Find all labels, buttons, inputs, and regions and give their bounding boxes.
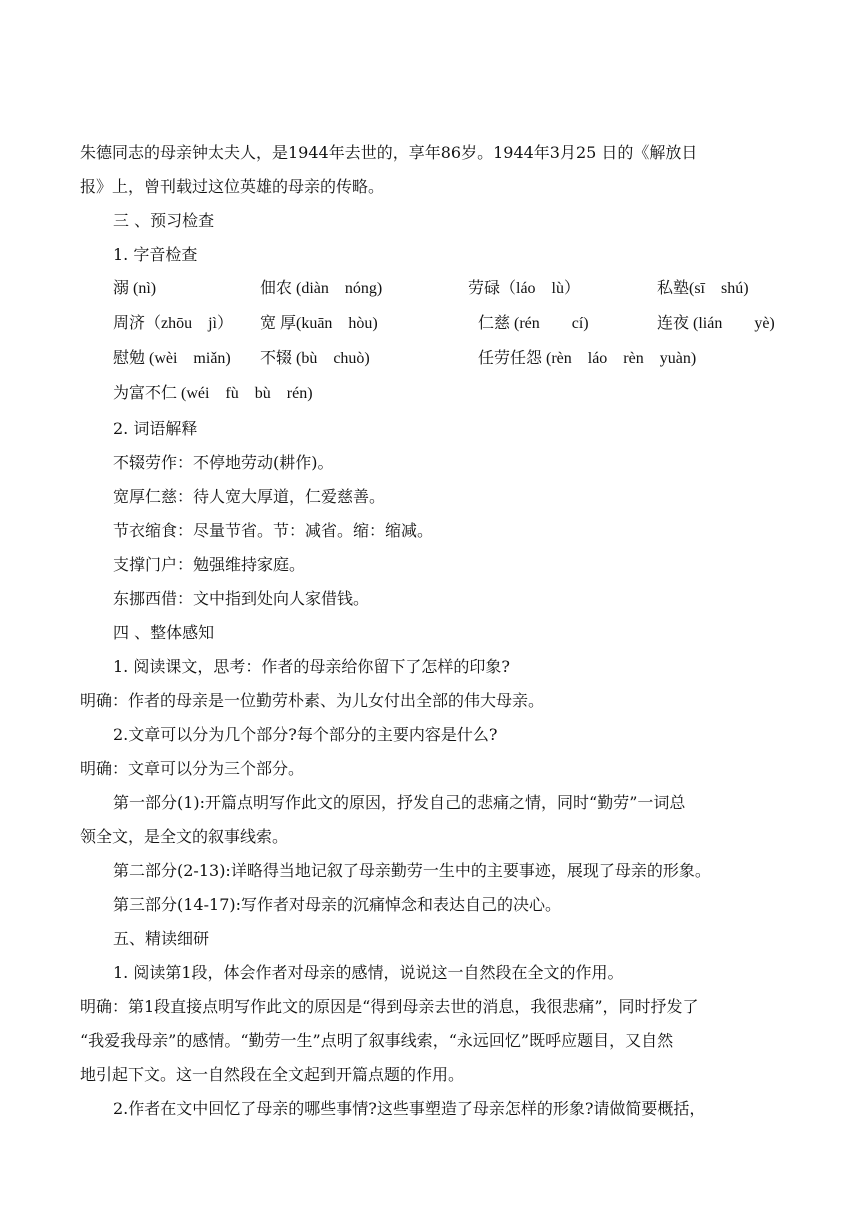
- pinyin-item: 为富不仁 (wéi fù bù rén): [113, 385, 313, 402]
- close-reading-question-2: 2.作者在文中回忆了母亲的哪些事情?这些事塑造了母亲怎样的形象?请做简要概括，: [113, 1099, 706, 1118]
- term-definition: 宽厚仁慈：待人宽大厚道，仁爱慈善。: [113, 487, 386, 506]
- section-heading-close-reading: 五、精读细研: [113, 929, 210, 948]
- pinyin-item: 任劳任怨 (rèn láo rèn yuàn): [478, 350, 697, 367]
- answer-1: 明确：作者的母亲是一位勤劳朴素、为儿女付出全部的伟大母亲。: [80, 691, 545, 710]
- part-1-line-2: 领全文，是全文的叙事线索。: [80, 827, 289, 846]
- term-definition: 节衣缩食：尽量节省。节：减省。缩：缩减。: [113, 521, 434, 540]
- pinyin-item: 仁慈 (rén cí): [478, 315, 589, 332]
- subheading-word-explanation: 2. 词语解释: [113, 419, 198, 438]
- pinyin-item: 慰勉 (wèi miǎn): [113, 350, 231, 367]
- section-heading-overall-perception: 四 、整体感知: [113, 623, 215, 642]
- section-heading-preview-check: 三 、预习检查: [113, 211, 215, 230]
- pinyin-item: 周济（zhōu jì）: [113, 315, 233, 332]
- part-2: 第二部分(2-13):详略得当地记叙了母亲勤劳一生中的主要事迹，展现了母亲的形象。: [113, 861, 711, 880]
- close-reading-answer-line-2: “我爱我母亲”的感情。“勤劳一生”点明了叙事线索，“永远回忆”既呼应题目，又自然: [80, 1031, 674, 1050]
- question-2: 2.文章可以分为几个部分?每个部分的主要内容是什么?: [113, 725, 498, 744]
- pinyin-item: 连夜 (lián yè): [657, 315, 775, 332]
- pinyin-item: 劳碌（láo lù）: [468, 280, 580, 297]
- pinyin-item: 宽 厚(kuān hòu): [260, 315, 378, 332]
- part-3: 第三部分(14-17):写作者对母亲的沉痛悼念和表达自己的决心。: [113, 895, 562, 914]
- close-reading-answer-line-3: 地引起下文。这一自然段在全文起到开篇点题的作用。: [80, 1065, 465, 1084]
- part-1-line-1: 第一部分(1):开篇点明写作此文的原因，抒发自己的悲痛之情，同时“勤劳”一词总: [113, 793, 686, 812]
- pinyin-item: 溺 (nì): [113, 280, 157, 297]
- pinyin-item: 不辍 (bù chuò): [260, 350, 370, 367]
- question-1: 1. 阅读课文，思考：作者的母亲给你留下了怎样的印象?: [113, 657, 510, 676]
- term-definition: 不辍劳作：不停地劳动(耕作)。: [113, 453, 334, 472]
- term-definition: 支撑门户：勉强维持家庭。: [113, 555, 306, 574]
- intro-line-2: 报》上，曾刊载过这位英雄的母亲的传略。: [80, 177, 385, 196]
- term-definition: 东挪西借：文中指到处向人家借钱。: [113, 589, 370, 608]
- pinyin-item: 私塾(sī shú): [657, 280, 749, 297]
- answer-2: 明确：文章可以分为三个部分。: [80, 759, 305, 778]
- close-reading-answer-line-1: 明确：第1段直接点明写作此文的原因是“得到母亲去世的消息，我很悲痛”，同时抒发了: [80, 997, 699, 1016]
- intro-line-1: 朱德同志的母亲钟太夫人，是1944年去世的，享年86岁。1944年3月25 日的《解放日: [80, 143, 698, 162]
- subheading-pronunciation-check: 1. 字音检查: [113, 245, 198, 264]
- close-reading-question-1: 1. 阅读第1段，体会作者对母亲的感情，说说这一自然段在全文的作用。: [113, 963, 624, 982]
- pinyin-item: 佃农 (diàn nóng): [260, 280, 383, 297]
